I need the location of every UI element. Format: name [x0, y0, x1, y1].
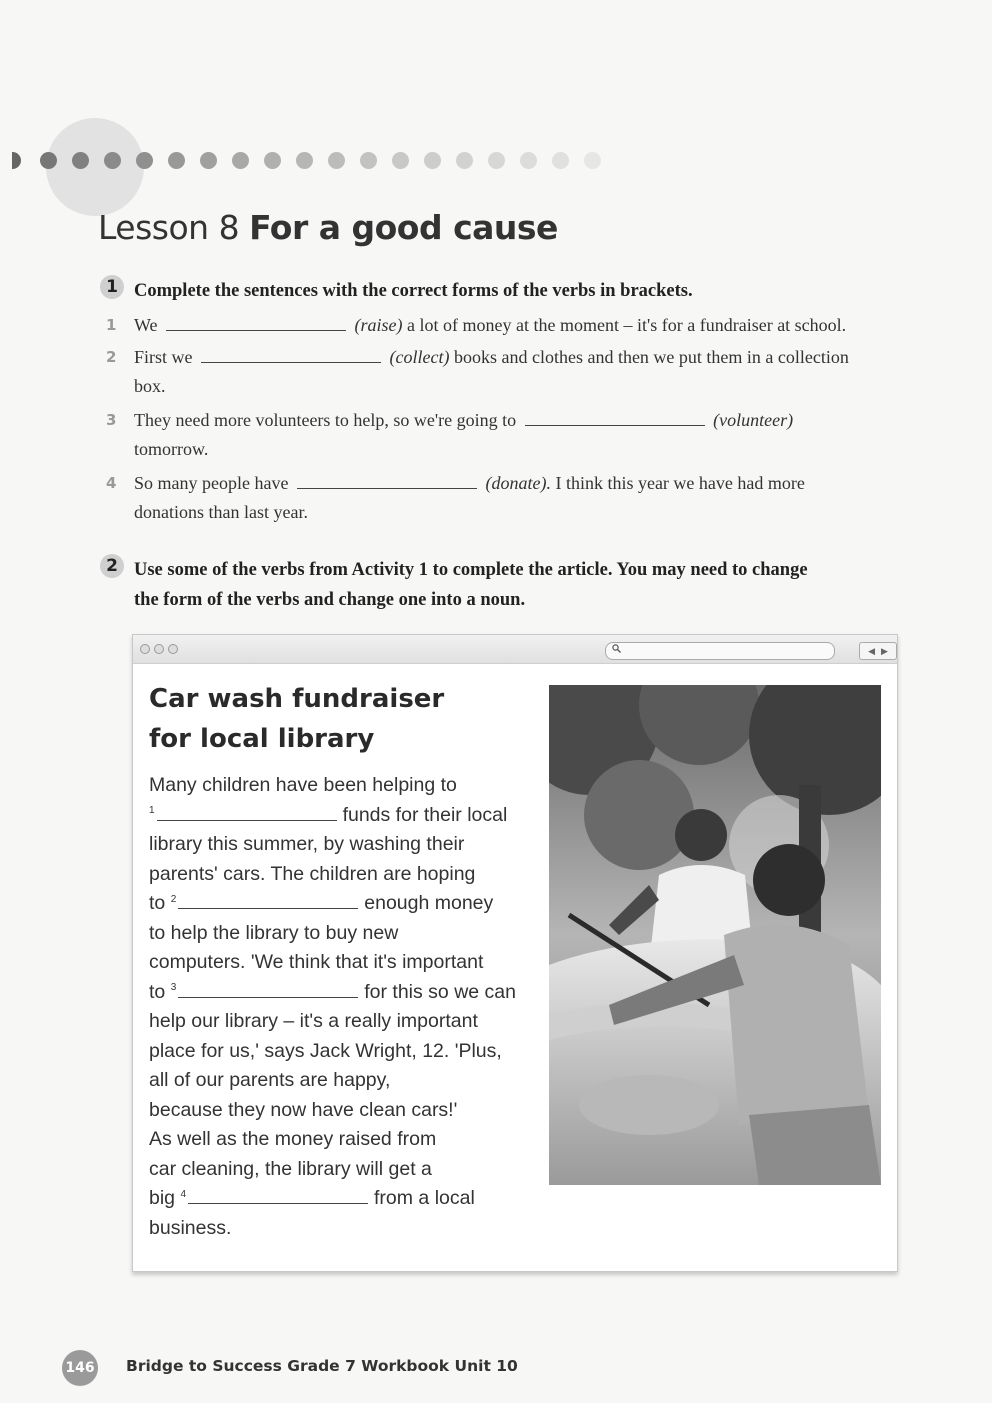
window-minimize-button[interactable]: [154, 644, 164, 654]
activity-1-instruction: Complete the sentences with the correct forms of the verbs in brackets.: [134, 281, 693, 301]
article-line: help our library – it's a really important: [149, 1010, 478, 1032]
window-titlebar: [133, 635, 897, 664]
article-text: to: [149, 892, 166, 914]
lesson-title: [98, 208, 558, 247]
footer-title: Bridge to Success Grade 7 Workbook Unit 10: [126, 1357, 518, 1375]
gap-1-blank[interactable]: [157, 819, 337, 821]
nav-buttons: [859, 642, 897, 660]
item-4-text: [134, 469, 934, 527]
gap-4-number: 4: [180, 1188, 187, 1200]
article-line: because they now have clean cars!': [149, 1098, 458, 1121]
lesson-number: Lesson 8: [98, 208, 240, 247]
article-line-gap-3: [149, 978, 549, 1008]
article-line: Many children have been helping to: [149, 774, 457, 796]
article-line: place for us,' says Jack Wright, 12. 'Plus,: [149, 1039, 502, 1062]
item-4-pre: So many people have: [134, 473, 289, 493]
item-1-number: 1: [106, 316, 117, 334]
lesson-name: For a good cause: [249, 208, 558, 247]
page-number-badge: 146: [62, 1350, 98, 1386]
article-line-gap-2: [149, 889, 549, 919]
article-line: As well as the money raised from: [149, 1128, 437, 1150]
car-wash-photo: [549, 685, 881, 1185]
article-line: all of our parents are happy,: [149, 1069, 391, 1091]
activity-2-instruction-line-2: the form of the verbs and change one into a noun.: [134, 590, 526, 610]
article-text: funds for their local: [342, 803, 508, 826]
window-maximize-button[interactable]: [168, 644, 178, 654]
item-4-number: 4: [106, 474, 117, 492]
search-icon: [612, 644, 621, 658]
item-2-pre: First we: [134, 347, 193, 367]
item-2-text: [134, 343, 934, 401]
item-2-number: 2: [106, 348, 117, 366]
article-text: for this so we can: [364, 980, 516, 1003]
activity-2-instruction-line-1: Use some of the verbs from Activity 1 to complete the article. You may need to change: [134, 560, 808, 580]
gap-1-number: 1: [149, 805, 155, 816]
activity-2-badge: 2: [100, 554, 124, 578]
chevron-left-icon[interactable]: ◀: [868, 646, 875, 656]
item-2-blank[interactable]: [201, 361, 381, 363]
article-line: parents' cars. The children are hoping: [149, 862, 476, 885]
item-2-verb: (collect): [389, 347, 450, 367]
article-body: [149, 771, 549, 1243]
article-line: computers. 'We think that it's important: [149, 951, 484, 973]
activity-2-instruction: [134, 555, 808, 615]
item-4-blank[interactable]: [297, 487, 477, 489]
chevron-right-icon[interactable]: ▶: [881, 646, 888, 656]
article-line: car cleaning, the library will get a: [149, 1157, 432, 1180]
gap-2-blank[interactable]: [178, 907, 358, 909]
item-2-post: books and clothes and then we put them in a collection: [453, 347, 849, 367]
article-text: to: [149, 980, 166, 1003]
item-3-pre: They need more volunteers to help, so we're going to: [134, 410, 517, 430]
article-headline: [149, 679, 539, 759]
article-line: library this summer, by washing their: [149, 833, 465, 855]
item-4-verb: (donate).: [485, 473, 551, 493]
gap-2-number: 2: [170, 893, 177, 905]
item-3-verb: (volunteer): [713, 410, 794, 430]
item-1-pre: We: [134, 315, 158, 335]
item-3-continuation: tomorrow.: [134, 439, 209, 459]
gap-4-blank[interactable]: [188, 1202, 368, 1204]
header-decoration-circle: [46, 118, 144, 216]
article-text: big: [149, 1187, 176, 1209]
article-line-gap-1: [149, 801, 549, 831]
article-line: to help the library to buy new: [149, 921, 399, 944]
headline-line-1: Car wash fundraiser: [149, 684, 445, 714]
item-3-blank[interactable]: [525, 424, 705, 426]
headline-line-2: for local library: [149, 724, 375, 754]
item-1-verb: (raise): [354, 315, 403, 335]
item-1-text: [134, 311, 934, 340]
gap-3-number: 3: [170, 982, 177, 993]
item-2-continuation: box.: [134, 376, 166, 396]
gap-3-blank[interactable]: [178, 996, 358, 998]
article-text: enough money: [364, 892, 494, 914]
item-4-continuation: donations than last year.: [134, 502, 308, 522]
article-line-gap-4: [149, 1184, 549, 1214]
item-1-blank[interactable]: [166, 329, 346, 331]
search-input[interactable]: [605, 642, 835, 660]
item-3-number: 3: [106, 411, 117, 429]
item-1-post: a lot of money at the moment – it's for a fundraiser at school.: [407, 315, 847, 335]
activity-1-badge: 1: [100, 275, 124, 299]
item-4-post: I think this year we have had more: [555, 473, 805, 493]
article-text: from a local: [374, 1187, 475, 1209]
window-close-button[interactable]: [140, 644, 150, 654]
article-line: business.: [149, 1216, 232, 1239]
item-3-text: [134, 406, 934, 464]
article-window: [132, 634, 898, 1272]
